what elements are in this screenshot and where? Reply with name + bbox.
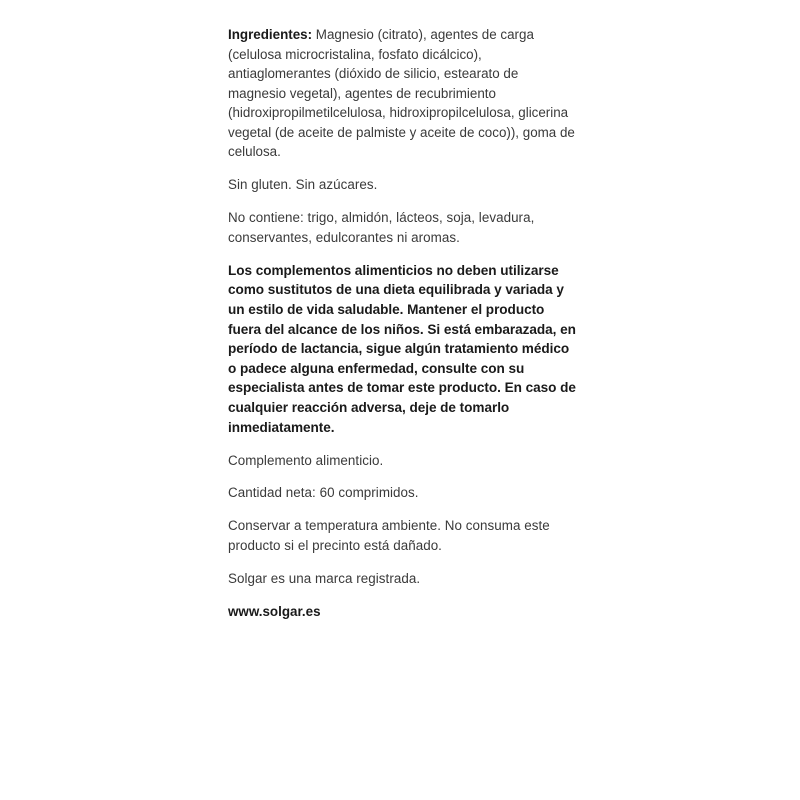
product-type-line: Complemento alimenticio. <box>228 452 384 468</box>
ingredients-heading: Ingredientes: <box>228 27 313 43</box>
warning-paragraph: Los complementos alimenticios no deben utilizarse como sustitutos de una dieta equilibrada y variada y un estilo de vida saludable. Mantener el producto fuera del alcance de los niños. Si está embarazada, en período de lactancia, sigue algún tratamiento médico o padece alguna enfermedad, consulte con su especialista antes de tomar este producto. En caso de cualquier reacción adversa, deje de tomarlo inmediatamente. <box>228 262 576 435</box>
net-quantity-line: Cantidad neta: 60 comprimidos. <box>228 485 419 501</box>
ingredients-text: Magnesio (citrato), agentes de carga (celulosa microcristalina, fosfato dicálcico), antiaglomerantes (dióxido de silicio, estearato de magnesio vegetal), agentes de recubrimiento (hidroxipropilmetilcelulosa, hidroxipropilcelulosa, glicerina vegetal (de aceite de palmiste y aceite de coco)), goma de celulosa. <box>228 27 575 160</box>
free-from-block <box>228 175 576 247</box>
gluten-sugar-free-line: Sin gluten. Sin azúcares. <box>228 177 378 193</box>
website-line: www.solgar.es <box>228 603 321 619</box>
allergen-free-line: No contiene: trigo, almidón, lácteos, soja, levadura, conservantes, edulcorantes ni aromas. <box>228 210 535 245</box>
supplement-label-panel <box>228 12 576 634</box>
trademark-line: Solgar es una marca registrada. <box>228 570 421 586</box>
storage-line: Conservar a temperatura ambiente. No consuma este producto si el precinto está dañado. <box>228 518 550 553</box>
ingredients-paragraph <box>228 25 576 162</box>
